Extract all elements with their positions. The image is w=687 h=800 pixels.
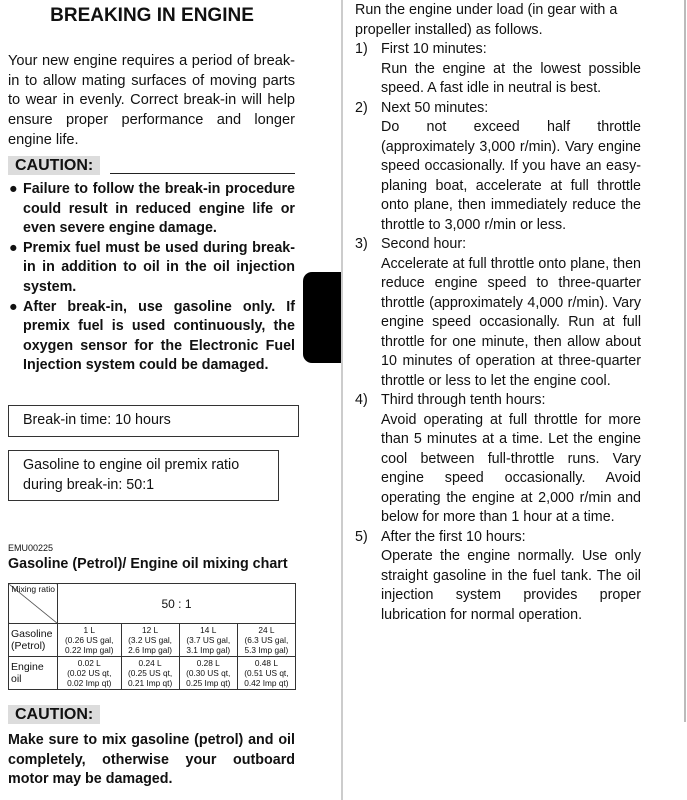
- ratio-header: 50 : 1: [58, 584, 296, 624]
- table-cell: 1 L (0.26 US gal, 0.22 Imp gal): [58, 624, 122, 657]
- caution-text: Make sure to mix gasoline (petrol) and oil completely, otherwise your outboard motor may be damaged.: [8, 732, 295, 787]
- table-row: [9, 584, 296, 624]
- procedure-intro: Run the engine under load (in gear with a propeller installed) as follows.: [355, 2, 618, 38]
- caution-bullet: [8, 180, 295, 239]
- bullet-icon: ●: [9, 298, 18, 315]
- step-number: 3): [355, 236, 368, 252]
- caution-divider: [110, 173, 295, 174]
- caution-bullet: [8, 239, 295, 298]
- table-cell: 24 L (6.3 US gal, 5.3 Imp gal): [237, 624, 295, 657]
- bullet-icon: ●: [9, 239, 18, 256]
- caution-bullet: [8, 298, 295, 376]
- caution-label: CAUTION:: [8, 705, 100, 724]
- step-number: 5): [355, 528, 368, 545]
- section-tab-marker: [303, 272, 343, 363]
- row-header: Gasoline (Petrol): [9, 624, 58, 657]
- bullet-text: Premix fuel must be used during break-in in addition to oil in the oil injection system.: [23, 239, 295, 295]
- table-cell: 12 L (3.2 US gal, 2.6 Imp gal): [121, 624, 179, 657]
- step-number: 2): [355, 99, 368, 116]
- step-title: Second hour:: [381, 236, 467, 252]
- table-cell: 0.48 L (0.51 US qt, 0.42 Imp qt): [237, 657, 295, 690]
- page-edge-line: [684, 0, 686, 722]
- step-body: Accelerate at full throttle onto plane, then reduce engine speed to three-quarter throttle (approximately 4,000 r/min). Vary engine speed occasionally. Run at full throttle for one minute, then allow about 10 minutes of operation at three-quarter throttle or less to let the engine cool.: [381, 255, 641, 389]
- caution-label: CAUTION:: [8, 156, 100, 175]
- step-body: Operate the engine normally. Use only straight gasoline in the fuel tank. The oil injection system provides proper lubrication for normal operation.: [381, 548, 641, 623]
- bullet-text: Failure to follow the break-in procedure could result in reduced engine life or even severe engine damage.: [23, 181, 295, 237]
- table-cell: 0.28 L (0.30 US qt, 0.25 Imp qt): [179, 657, 237, 690]
- mixing-chart-title: Gasoline (Petrol)/ Engine oil mixing chart: [8, 556, 288, 572]
- corner-header: Mixing ratio: [9, 584, 58, 624]
- table-cell: 0.02 L (0.02 US qt, 0.02 Imp qt): [58, 657, 122, 690]
- procedure-step: [355, 235, 641, 391]
- procedure-step: [355, 99, 641, 236]
- caution-header: [8, 156, 295, 175]
- procedure-step: [355, 528, 641, 626]
- caution-list: [8, 180, 295, 376]
- caution-header-2: [8, 705, 295, 724]
- step-body: Do not exceed half throttle (approximately 3,000 r/min). Vary engine speed occasionally. If you have an easy-planing boat, accelerate at full throttle onto plane, then immediately reduce the throttle to 3,000 r/min or less.: [381, 119, 641, 233]
- premix-ratio-box: Gasoline to engine oil premix ratio during break-in: 50:1: [8, 450, 279, 501]
- page-divider: [341, 0, 343, 800]
- table-row: [9, 624, 296, 657]
- breakin-time-box: Break-in time: 10 hours: [8, 405, 299, 437]
- step-title: Next 50 minutes:: [381, 99, 489, 116]
- mixing-table: [8, 583, 296, 690]
- intro-paragraph: Your new engine requires a period of break-in to allow mating surfaces of moving parts to wear in evenly. Correct break-in will help ensure proper performance and longer engine life.: [8, 53, 295, 148]
- bullet-icon: ●: [9, 181, 18, 197]
- step-number: 1): [355, 41, 368, 57]
- step-body: Avoid operating at full throttle for more than 5 minutes at a time. Let the engine cool between full-throttle runs. Vary engine speed occasionally. Avoid operating the engine at 2,000 r/min and below for more than 1 hour at a time.: [381, 411, 641, 525]
- step-title: After the first 10 hours:: [381, 528, 526, 545]
- breakin-procedure: [355, 1, 641, 625]
- table-cell: 14 L (3.7 US gal, 3.1 Imp gal): [179, 624, 237, 657]
- step-title: First 10 minutes:: [381, 41, 487, 57]
- table-row: [9, 657, 296, 690]
- page-title: BREAKING IN ENGINE: [50, 5, 254, 26]
- step-body: Run the engine at the lowest possible speed. A fast idle in neutral is best.: [381, 60, 641, 96]
- step-number: 4): [355, 392, 368, 408]
- table-cell: 0.24 L (0.25 US qt, 0.21 Imp qt): [121, 657, 179, 690]
- procedure-step: [355, 391, 641, 528]
- step-title: Third through tenth hours:: [381, 392, 546, 408]
- bullet-text: After break-in, use gasoline only. If premix fuel is used continuously, the oxygen sensor for the Electronic Fuel Injection system could be damaged.: [23, 298, 295, 374]
- procedure-step: [355, 40, 641, 99]
- row-header: Engine oil: [9, 657, 58, 690]
- section-code: EMU00225: [8, 543, 54, 553]
